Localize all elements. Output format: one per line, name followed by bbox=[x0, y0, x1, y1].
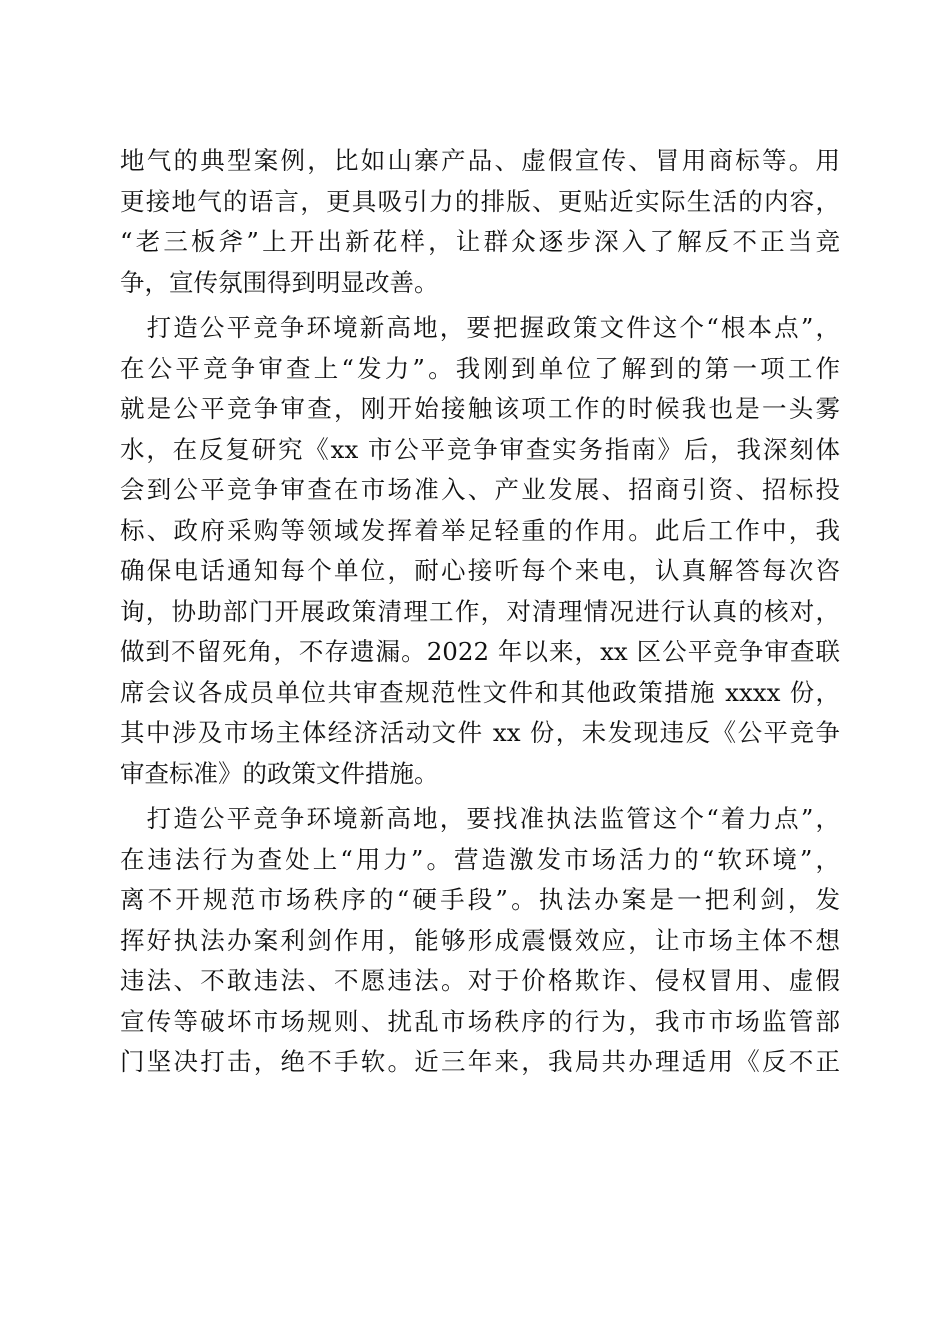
text-line: 地气的典型案例，比如山寨产品、虚假宣传、冒用商标等。用 bbox=[120, 146, 840, 175]
paragraph-3 bbox=[120, 799, 840, 1083]
text-line: 更接地气的语言，更具吸引力的排版、更贴近实际生活的内容， bbox=[120, 186, 840, 216]
text-line: 水，在反复研究《xx 市公平竞争审查实务指南》后，我深刻体 bbox=[120, 434, 840, 464]
text-line: 门坚决打击，绝不手软。近三年来，我局共办理适用《反不正 bbox=[120, 1047, 840, 1076]
paragraph-2 bbox=[120, 308, 840, 794]
text-line: 其中涉及市场主体经济活动文件 xx 份，未发现违反《公平竞争 bbox=[120, 718, 840, 747]
text-line: 席会议各成员单位共审查规范性文件和其他政策措施 xxxx 份， bbox=[120, 677, 840, 707]
text-line: 会到公平竞争审查在市场准入、产业发展、招商引资、招标投 bbox=[120, 475, 840, 504]
text-line: 做到不留死角，不存遗漏。2022 年以来，xx 区公平竞争审查联 bbox=[120, 637, 840, 666]
text-line: 争，宣传氛围得到明显改善。 bbox=[120, 267, 439, 297]
text-line: 离不开规范市场秩序的“硬手段”。执法办案是一把利剑，发 bbox=[120, 885, 840, 914]
paragraph-1 bbox=[120, 141, 840, 303]
document-body bbox=[120, 141, 840, 1083]
text-line: 宣传等破坏市场规则、扰乱市场秩序的行为，我市市场监管部 bbox=[120, 1006, 840, 1036]
text-line: 询，协助部门开展政策清理工作，对清理情况进行认真的核对， bbox=[120, 596, 840, 626]
text-line: 审查标准》的政策文件措施。 bbox=[120, 758, 439, 788]
text-line: 标、政府采购等领域发挥着举足轻重的作用。此后工作中，我 bbox=[120, 515, 840, 545]
text-line: 挥好执法办案利剑作用，能够形成震慑效应，让市场主体不想 bbox=[120, 925, 840, 955]
text-line: 就是公平竞争审查，刚开始接触该项工作的时候我也是一头雾 bbox=[120, 394, 840, 423]
text-line: 违法、不敢违法、不愿违法。对于价格欺诈、侵权冒用、虚假 bbox=[120, 966, 840, 995]
text-line: 打造公平竞争环境新高地，要找准执法监管这个“着力点”， bbox=[120, 804, 840, 833]
text-line: 确保电话通知每个单位，耐心接听每个来电，认真解答每次咨 bbox=[120, 556, 840, 585]
text-line: 打造公平竞争环境新高地，要把握政策文件这个“根本点”， bbox=[120, 313, 840, 342]
text-line: “老三板斧”上开出新花样，让群众逐步深入了解反不正当竞 bbox=[120, 227, 840, 256]
text-line: 在公平竞争审查上“发力”。我刚到单位了解到的第一项工作 bbox=[120, 353, 840, 383]
text-line: 在违法行为查处上“用力”。营造激发市场活力的“软环境”， bbox=[120, 844, 840, 874]
